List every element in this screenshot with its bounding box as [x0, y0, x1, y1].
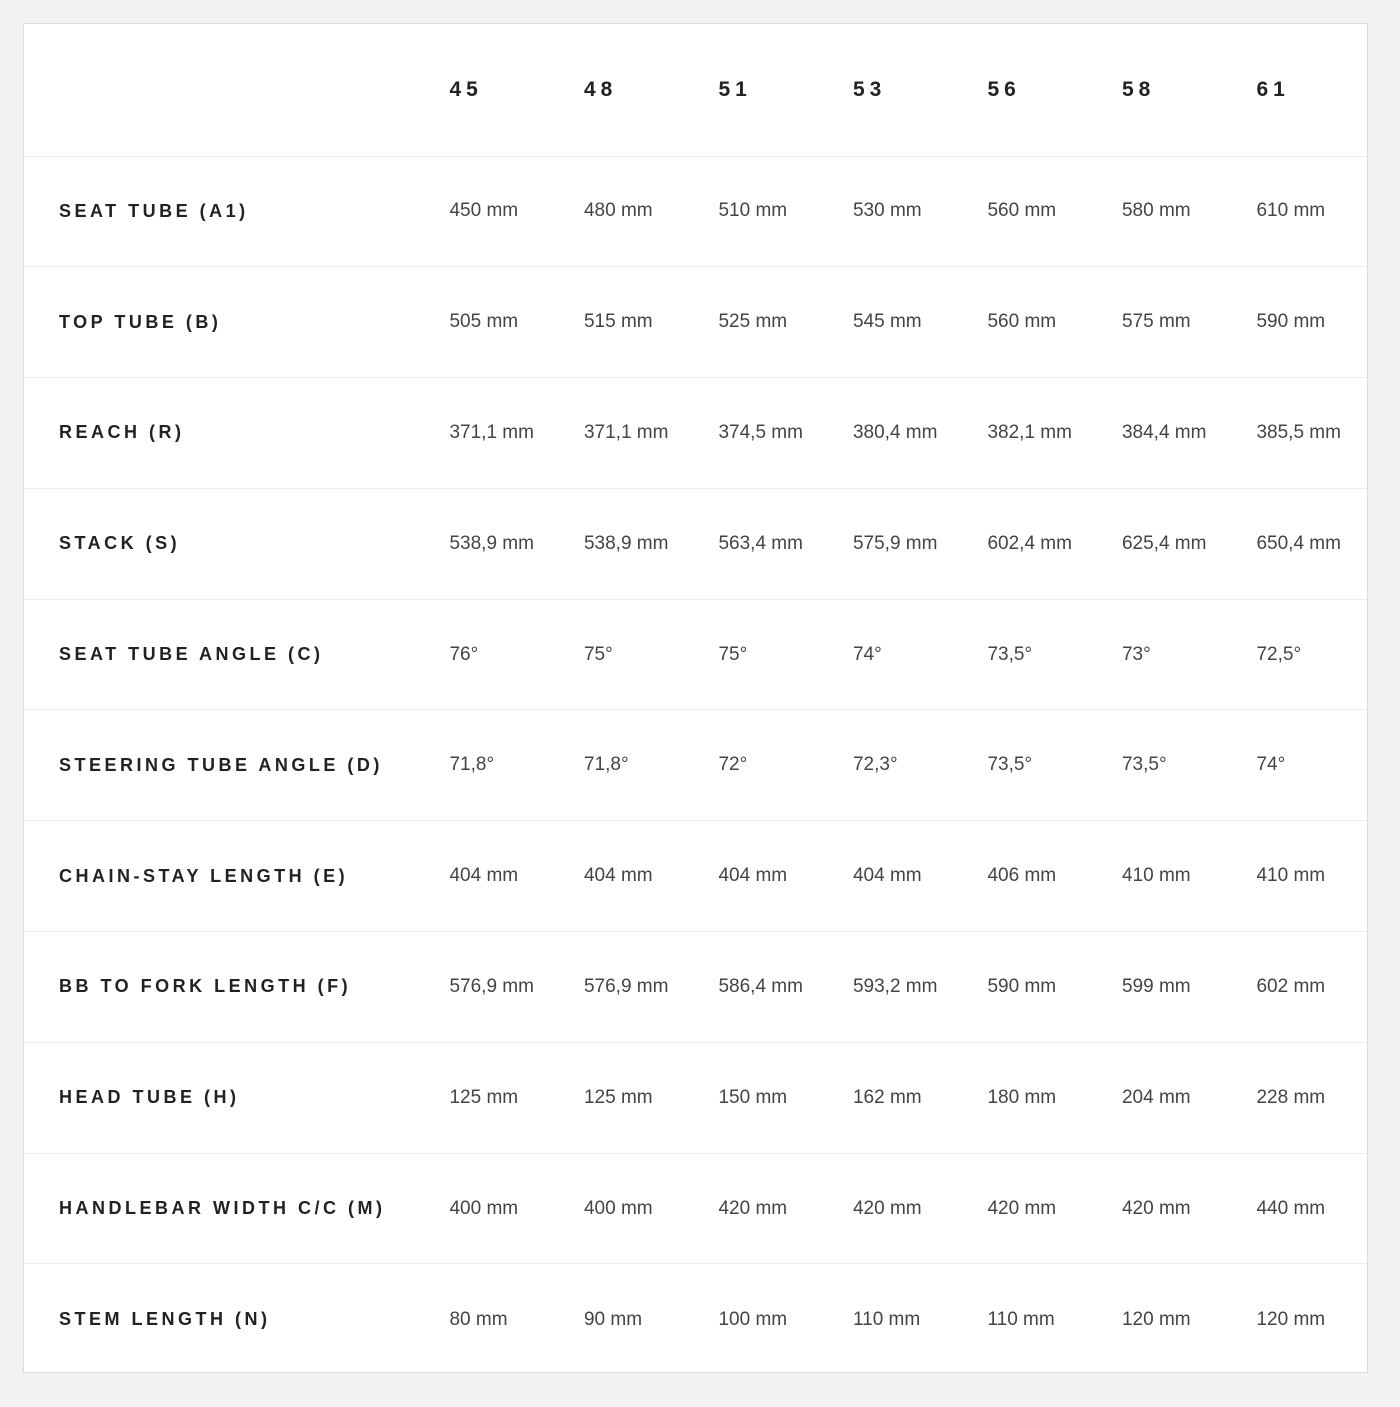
table-cell: 110 mm: [829, 1264, 964, 1375]
table-cell: 560 mm: [963, 156, 1098, 267]
table-cell: 406 mm: [963, 821, 1098, 932]
table-row: [24, 821, 1367, 932]
table-cell: 576,9 mm: [425, 932, 560, 1043]
geometry-table: [24, 24, 1367, 1375]
row-label: SEAT TUBE ANGLE (C): [24, 599, 425, 710]
table-cell: 420 mm: [1098, 1153, 1233, 1264]
table-cell: 560 mm: [963, 267, 1098, 378]
table-cell: 125 mm: [425, 1042, 560, 1153]
table-cell: 371,1 mm: [560, 378, 695, 489]
table-cell: 120 mm: [1232, 1264, 1367, 1375]
row-label: STACK (S): [24, 488, 425, 599]
table-cell: 75°: [694, 599, 829, 710]
row-label: HEAD TUBE (H): [24, 1042, 425, 1153]
table-cell: 480 mm: [560, 156, 695, 267]
table-cell: 374,5 mm: [694, 378, 829, 489]
table-cell: 385,5 mm: [1232, 378, 1367, 489]
table-cell: 400 mm: [560, 1153, 695, 1264]
table-cell: 625,4 mm: [1098, 488, 1233, 599]
table-cell: 602 mm: [1232, 932, 1367, 1043]
table-cell: 599 mm: [1098, 932, 1233, 1043]
table-body: [24, 156, 1367, 1375]
table-cell: 575,9 mm: [829, 488, 964, 599]
size-header: 51: [718, 77, 752, 101]
table-cell: 580 mm: [1098, 156, 1233, 267]
table-cell: 204 mm: [1098, 1042, 1233, 1153]
table-cell: 180 mm: [963, 1042, 1098, 1153]
row-label: STEM LENGTH (N): [24, 1264, 425, 1375]
row-label: HANDLEBAR WIDTH C/C (M): [24, 1153, 425, 1264]
size-header: 53: [852, 77, 887, 101]
size-header: 48: [583, 77, 618, 101]
table-cell: 380,4 mm: [829, 378, 964, 489]
table-cell: 420 mm: [694, 1153, 829, 1264]
table-cell: 72,3°: [829, 710, 964, 821]
geometry-table-card: [23, 23, 1368, 1373]
table-cell: 110 mm: [963, 1264, 1098, 1375]
table-cell: 73°: [1098, 599, 1233, 710]
table-cell: 75°: [560, 599, 695, 710]
table-row: [24, 710, 1367, 821]
table-cell: 450 mm: [425, 156, 560, 267]
table-cell: 72,5°: [1232, 599, 1367, 710]
table-row: [24, 156, 1367, 267]
table-cell: 575 mm: [1098, 267, 1233, 378]
size-header-row: [24, 24, 1367, 156]
table-cell: 576,9 mm: [560, 932, 695, 1043]
table-cell: 515 mm: [560, 267, 695, 378]
row-label: CHAIN-STAY LENGTH (E): [24, 821, 425, 932]
size-header: 56: [987, 77, 1021, 101]
table-cell: 71,8°: [425, 710, 560, 821]
table-cell: 545 mm: [829, 267, 964, 378]
table-cell: 100 mm: [694, 1264, 829, 1375]
table-cell: 400 mm: [425, 1153, 560, 1264]
table-cell: 593,2 mm: [829, 932, 964, 1043]
table-cell: 76°: [425, 599, 560, 710]
table-cell: 73,5°: [963, 599, 1098, 710]
table-cell: 71,8°: [560, 710, 695, 821]
table-cell: 440 mm: [1232, 1153, 1367, 1264]
table-row: [24, 932, 1367, 1043]
table-row: [24, 1264, 1367, 1375]
table-cell: 74°: [829, 599, 964, 710]
table-header: [24, 24, 1367, 156]
table-row: [24, 1042, 1367, 1153]
table-cell: 162 mm: [829, 1042, 964, 1153]
table-cell: 73,5°: [1098, 710, 1233, 821]
table-cell: 410 mm: [1098, 821, 1233, 932]
table-cell: 404 mm: [829, 821, 964, 932]
table-cell: 382,1 mm: [963, 378, 1098, 489]
table-cell: 404 mm: [425, 821, 560, 932]
table-cell: 538,9 mm: [425, 488, 560, 599]
table-cell: 586,4 mm: [694, 932, 829, 1043]
table-cell: 384,4 mm: [1098, 378, 1233, 489]
row-label: SEAT TUBE (A1): [24, 156, 425, 267]
size-header: 45: [449, 77, 483, 101]
table-cell: 505 mm: [425, 267, 560, 378]
table-cell: 80 mm: [425, 1264, 560, 1375]
table-cell: 73,5°: [963, 710, 1098, 821]
header-corner: [24, 24, 425, 156]
table-row: [24, 488, 1367, 599]
table-cell: 650,4 mm: [1232, 488, 1367, 599]
row-label: STEERING TUBE ANGLE (D): [24, 710, 425, 821]
table-cell: 74°: [1232, 710, 1367, 821]
table-cell: 610 mm: [1232, 156, 1367, 267]
table-row: [24, 599, 1367, 710]
table-cell: 72°: [694, 710, 829, 821]
table-cell: 563,4 mm: [694, 488, 829, 599]
table-row: [24, 1153, 1367, 1264]
table-row: [24, 378, 1367, 489]
table-cell: 404 mm: [694, 821, 829, 932]
table-cell: 530 mm: [829, 156, 964, 267]
table-row: [24, 267, 1367, 378]
table-cell: 538,9 mm: [560, 488, 695, 599]
table-cell: 404 mm: [560, 821, 695, 932]
table-cell: 510 mm: [694, 156, 829, 267]
table-cell: 371,1 mm: [425, 378, 560, 489]
table-cell: 150 mm: [694, 1042, 829, 1153]
table-cell: 410 mm: [1232, 821, 1367, 932]
size-header: 58: [1121, 77, 1156, 101]
table-cell: 525 mm: [694, 267, 829, 378]
table-cell: 125 mm: [560, 1042, 695, 1153]
table-cell: 590 mm: [963, 932, 1098, 1043]
table-cell: 420 mm: [963, 1153, 1098, 1264]
row-label: TOP TUBE (B): [24, 267, 425, 378]
table-cell: 228 mm: [1232, 1042, 1367, 1153]
table-cell: 420 mm: [829, 1153, 964, 1264]
table-cell: 602,4 mm: [963, 488, 1098, 599]
table-cell: 90 mm: [560, 1264, 695, 1375]
table-cell: 590 mm: [1232, 267, 1367, 378]
size-header: 61: [1256, 77, 1290, 101]
row-label: BB TO FORK LENGTH (F): [24, 932, 425, 1043]
row-label: REACH (R): [24, 378, 425, 489]
table-cell: 120 mm: [1098, 1264, 1233, 1375]
